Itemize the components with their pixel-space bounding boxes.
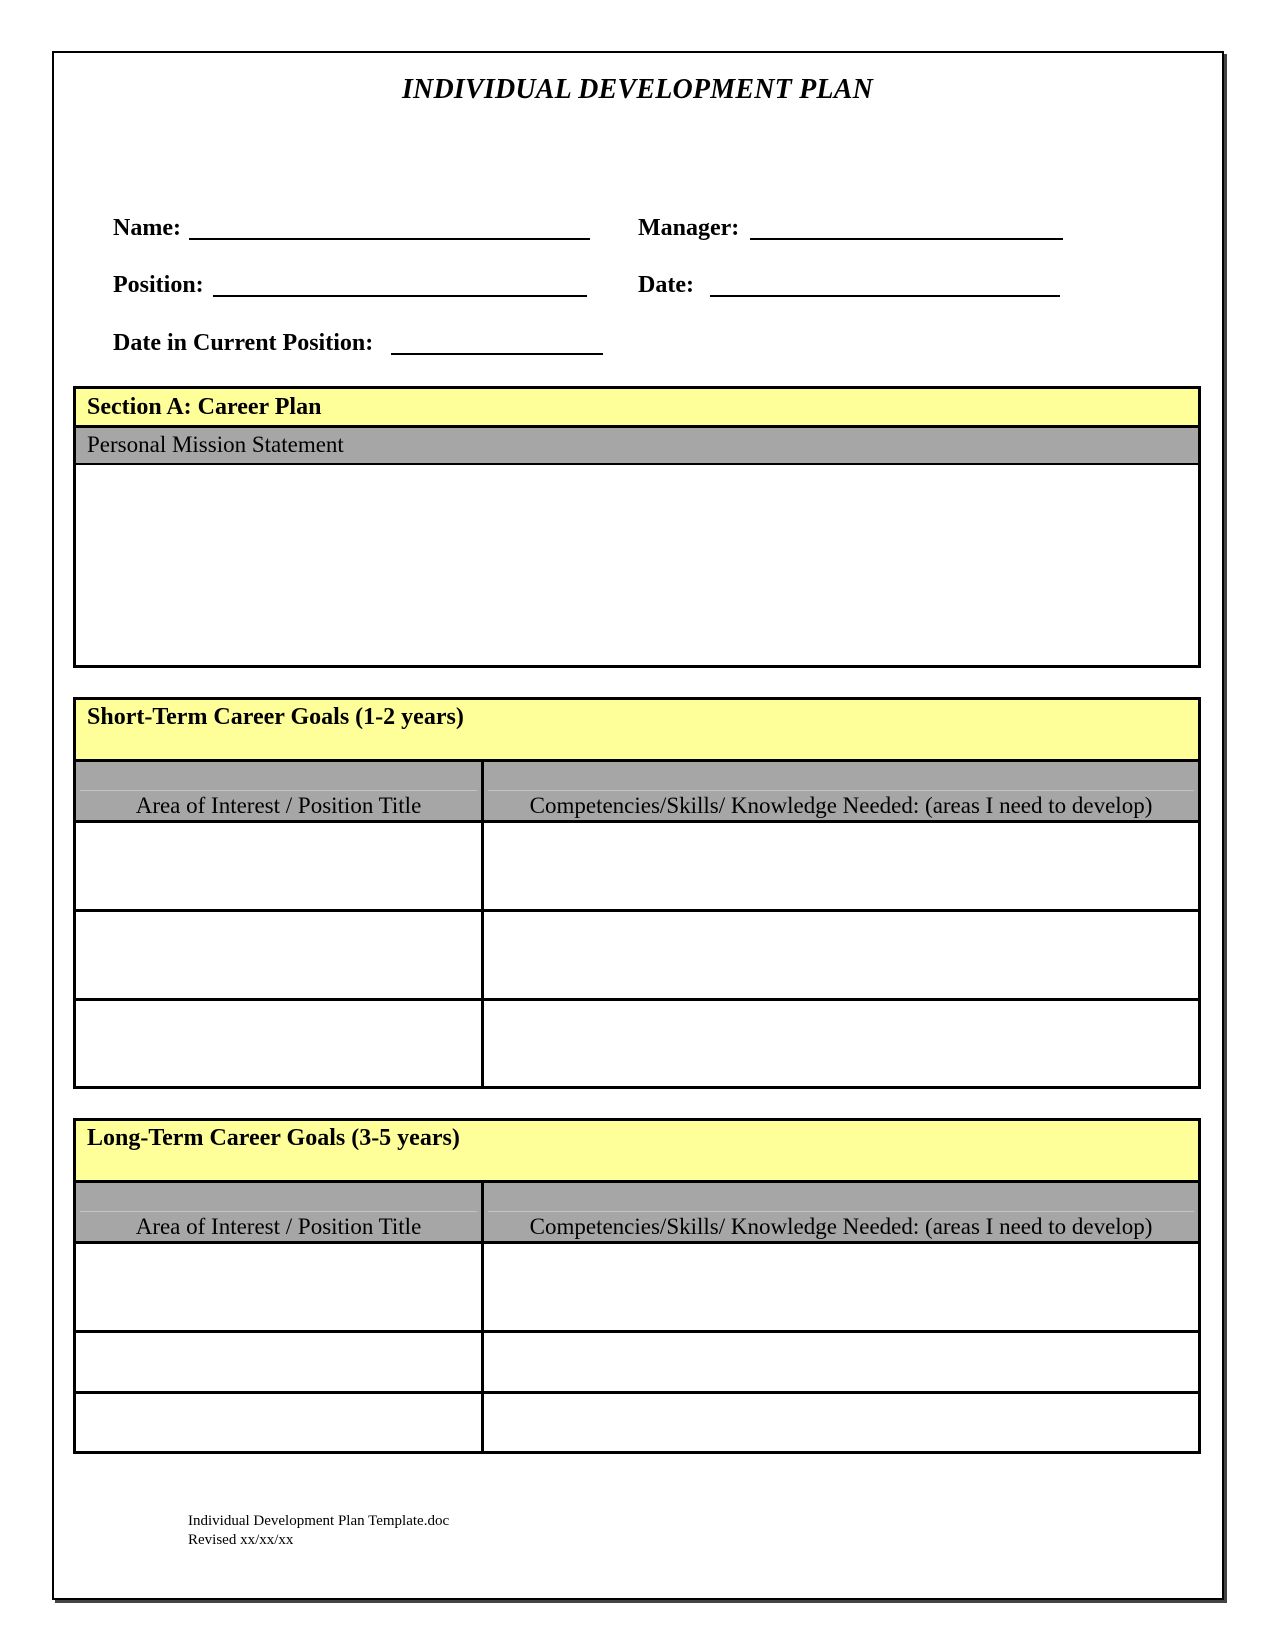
short-term-competencies-cell[interactable] xyxy=(484,1001,1198,1087)
long-term-col-area-header: Area of Interest / Position Title xyxy=(76,1183,484,1241)
long-term-col-competencies-header: Competencies/Skills/ Knowledge Needed: (areas I need to develop) xyxy=(484,1183,1198,1241)
name-field[interactable] xyxy=(189,238,590,240)
short-term-competencies-cell[interactable] xyxy=(484,912,1198,998)
short-term-header-row xyxy=(76,762,1198,823)
table-row xyxy=(76,1244,1198,1333)
table-row xyxy=(76,1394,1198,1454)
short-term-area-cell[interactable] xyxy=(76,823,484,909)
table-row xyxy=(76,912,1198,1001)
name-label: Name: xyxy=(113,215,181,241)
position-field[interactable] xyxy=(213,295,587,297)
long-term-goals-box xyxy=(73,1118,1201,1454)
short-term-col-area-header: Area of Interest / Position Title xyxy=(76,762,484,820)
long-term-area-cell[interactable] xyxy=(76,1333,484,1391)
date-in-position-label: Date in Current Position: xyxy=(113,330,374,356)
mission-statement-area[interactable] xyxy=(76,465,1198,665)
section-a-title: Section A: Career Plan xyxy=(76,389,1198,428)
date-field[interactable] xyxy=(710,295,1060,297)
table-row xyxy=(76,1001,1198,1087)
short-term-goals-box xyxy=(73,697,1201,1089)
short-term-area-cell[interactable] xyxy=(76,912,484,998)
long-term-competencies-cell[interactable] xyxy=(484,1394,1198,1454)
short-term-area-cell[interactable] xyxy=(76,1001,484,1087)
long-term-header-row xyxy=(76,1183,1198,1244)
position-label: Position: xyxy=(113,272,204,298)
long-term-competencies-cell[interactable] xyxy=(484,1333,1198,1391)
date-in-position-field[interactable] xyxy=(391,353,603,355)
short-term-competencies-cell[interactable] xyxy=(484,823,1198,909)
long-term-area-cell[interactable] xyxy=(76,1394,484,1454)
short-term-goals-title: Short-Term Career Goals (1-2 years) xyxy=(76,700,1198,762)
mission-statement-label: Personal Mission Statement xyxy=(76,428,1198,465)
footer-filename: Individual Development Plan Template.doc xyxy=(188,1513,450,1529)
table-row xyxy=(76,1333,1198,1394)
long-term-area-cell[interactable] xyxy=(76,1244,484,1330)
long-term-goals-title: Long-Term Career Goals (3-5 years) xyxy=(76,1121,1198,1183)
table-row xyxy=(76,823,1198,912)
long-term-competencies-cell[interactable] xyxy=(484,1244,1198,1330)
section-a-box xyxy=(73,386,1201,668)
document-title: INDIVIDUAL DEVELOPMENT PLAN xyxy=(401,74,874,105)
manager-field[interactable] xyxy=(750,238,1063,240)
short-term-col-competencies-header: Competencies/Skills/ Knowledge Needed: (areas I need to develop) xyxy=(484,762,1198,820)
manager-label: Manager: xyxy=(638,215,740,241)
date-label: Date: xyxy=(638,272,694,298)
footer-revised: Revised xx/xx/xx xyxy=(188,1532,294,1548)
